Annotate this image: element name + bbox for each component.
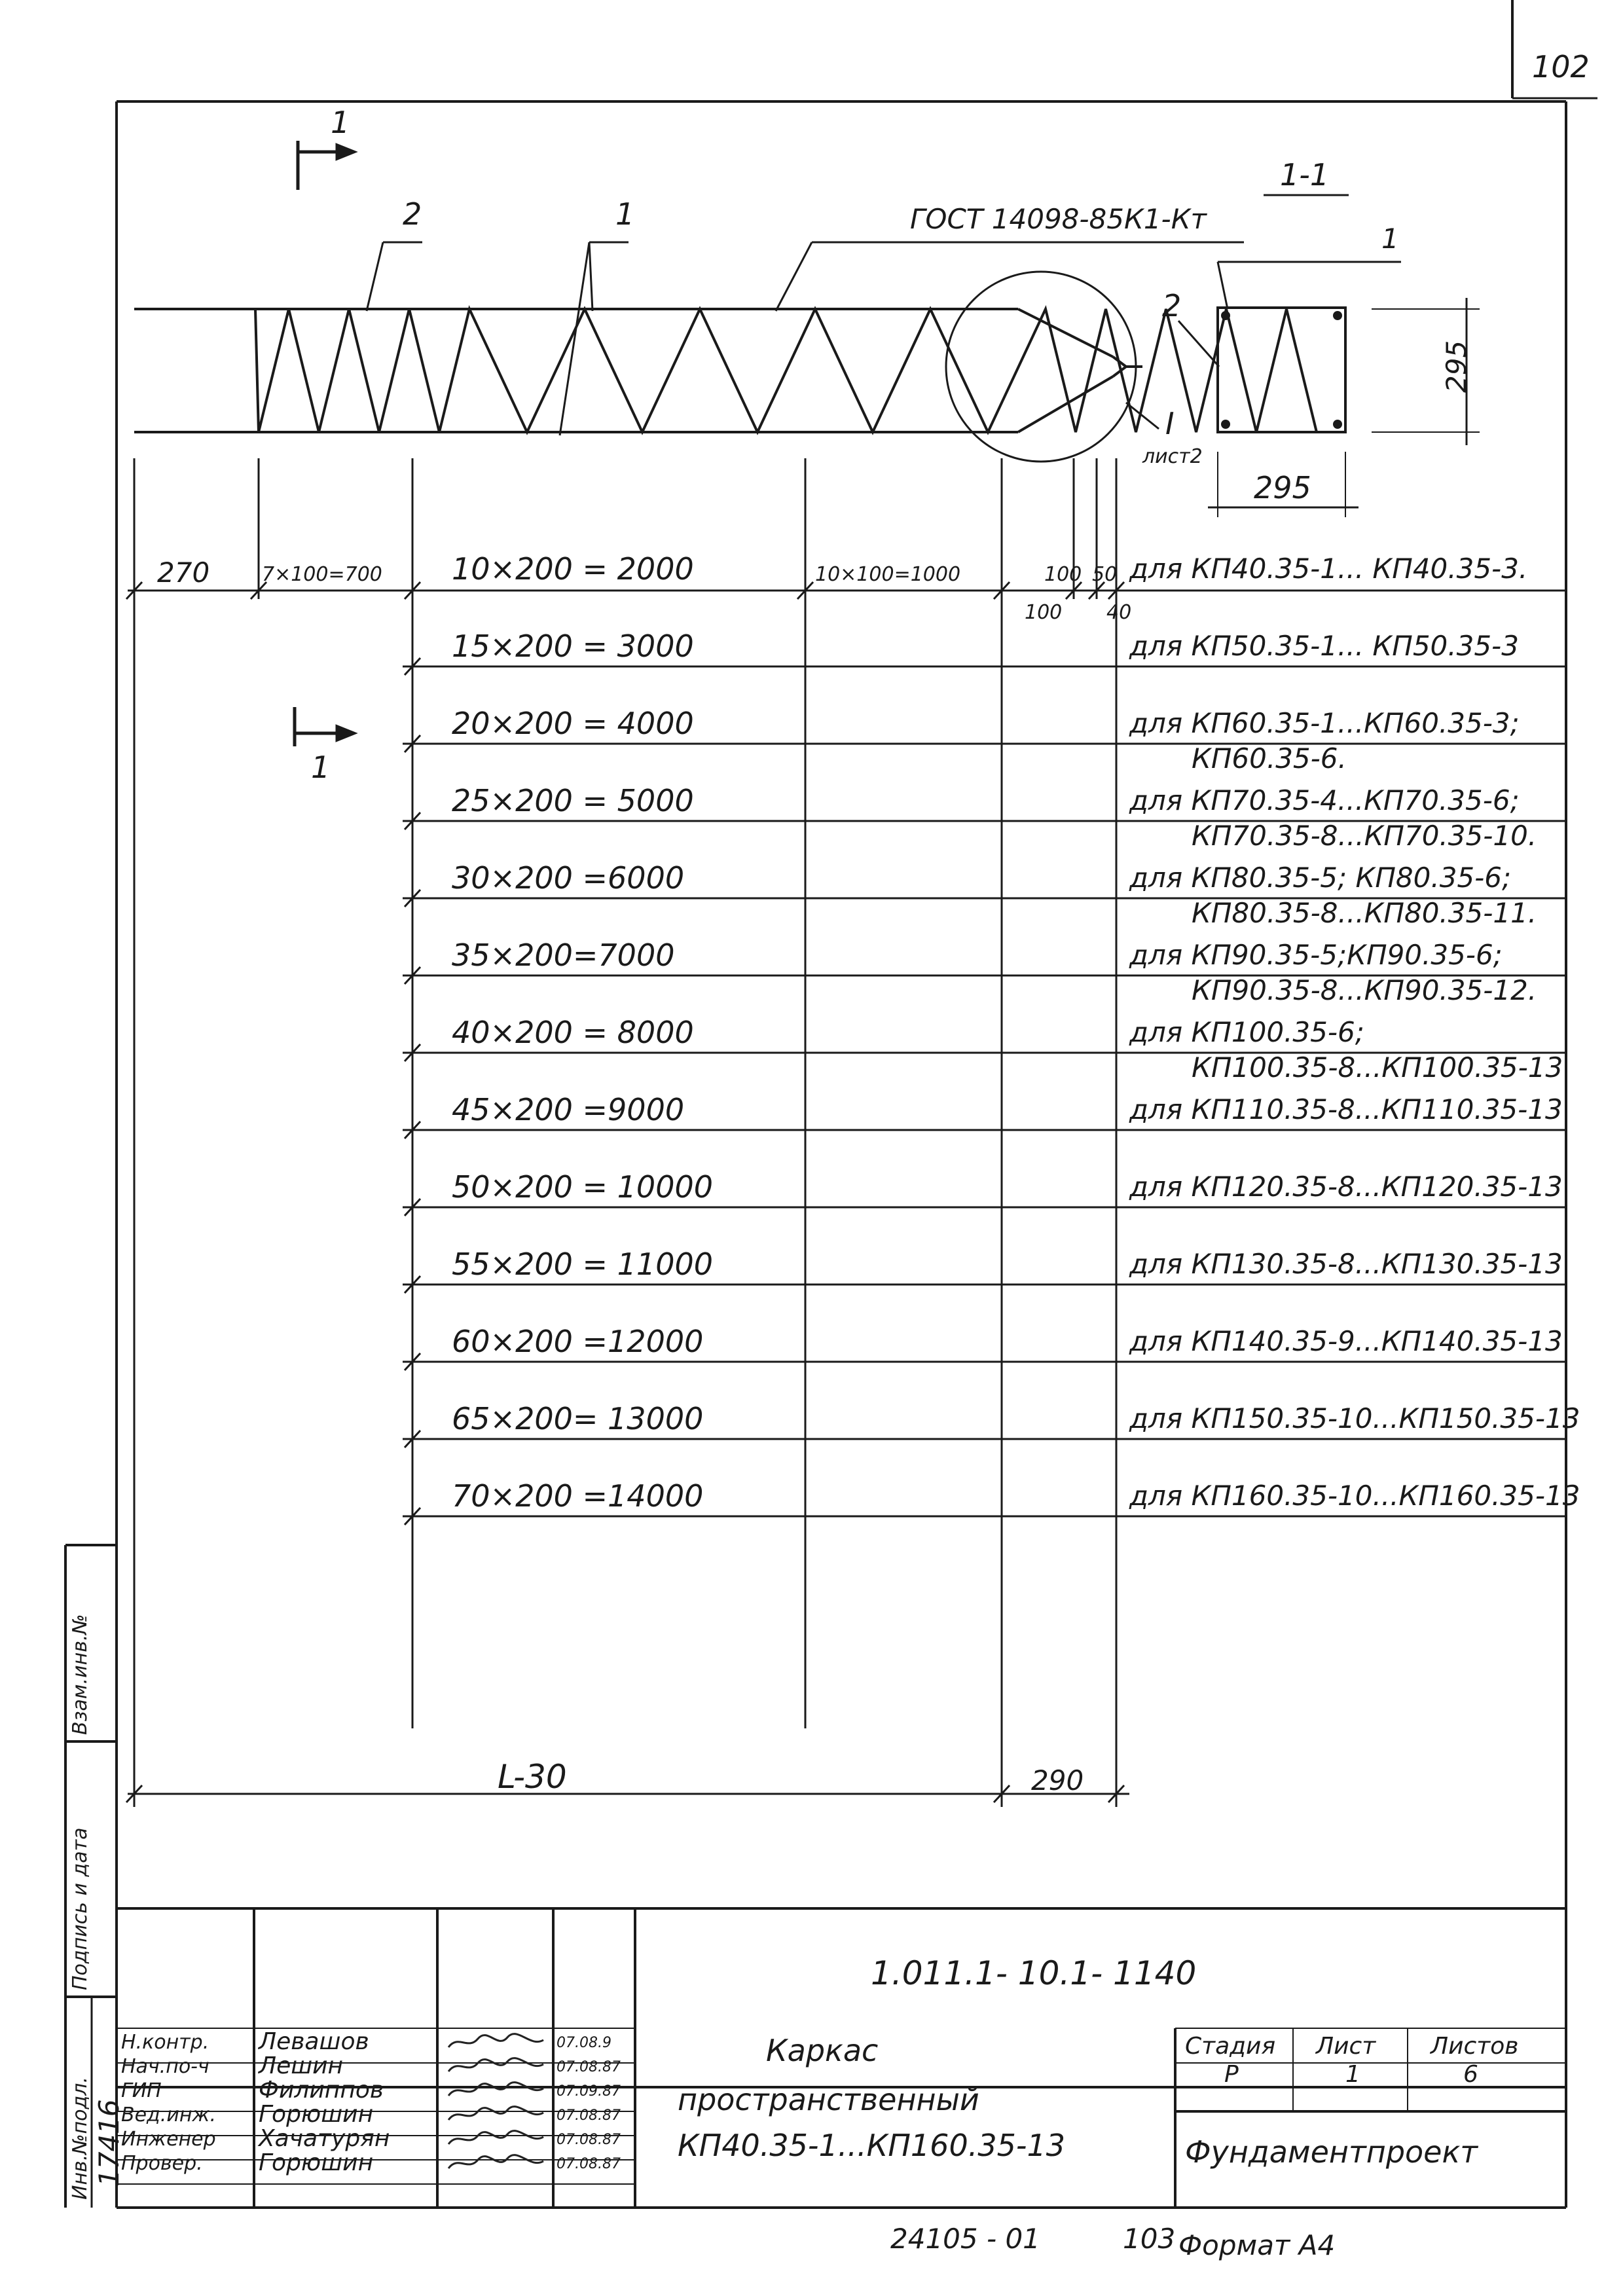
row-dim: 65×200= 13000 <box>452 1401 704 1436</box>
row-applicability: для КП110.35-8...КП110.35-13 <box>1129 1093 1563 1125</box>
row-dim: 35×200=7000 <box>452 938 675 973</box>
side-replace-inv: Взам.инв.№ <box>69 1614 92 1735</box>
dim-100b: 100 <box>1025 601 1063 624</box>
dim-end: 290 <box>1031 1764 1084 1796</box>
row-dim: 50×200 = 10000 <box>452 1169 713 1205</box>
row-dim: 40×200 = 8000 <box>452 1015 694 1050</box>
row-applicability-cont: КП70.35-8...КП70.35-10. <box>1192 820 1537 852</box>
signer-name: Лешин <box>259 2052 344 2079</box>
signer-date: 07.09.87 <box>556 2083 621 2100</box>
signer-name: Левашов <box>259 2028 369 2055</box>
section-width-dim: 295 <box>1254 470 1311 505</box>
signer-date: 07.08.87 <box>556 2107 621 2124</box>
section-mark-bottom: 1 <box>311 750 331 785</box>
stage-value: Р <box>1224 2061 1239 2088</box>
row-applicability: для КП50.35-1... КП50.35-3 <box>1129 630 1519 662</box>
signature-icon <box>445 2128 550 2150</box>
row-dim: 10×200 = 2000 <box>452 551 694 587</box>
row-dim: 60×200 =12000 <box>452 1324 704 1359</box>
detail-mark: I <box>1165 406 1175 441</box>
row-dim: 55×200 = 11000 <box>452 1247 713 1282</box>
row-applicability: для КП90.35-5;КП90.35-6; <box>1129 939 1503 971</box>
footer-code: 24105 - 01 <box>890 2223 1040 2255</box>
side-inv-number: 17416 <box>93 2099 125 2187</box>
callout-rebar-2: 2 <box>403 196 422 232</box>
dim-270: 270 <box>157 556 210 589</box>
dim-100a: 100 <box>1044 563 1082 586</box>
row-applicability: для КП160.35-10...КП160.35-13 <box>1129 1480 1580 1512</box>
signature-icon <box>445 2079 550 2102</box>
sheets-header: Листов <box>1431 2033 1519 2060</box>
row-dim: 15×200 = 3000 <box>452 629 694 664</box>
signer-role: ГИП <box>121 2079 162 2102</box>
sheet-header: Лист <box>1316 2033 1376 2060</box>
footer-page: 103 <box>1123 2223 1176 2255</box>
signer-date: 07.08.87 <box>556 2132 621 2148</box>
doc-code: 1.011.1- 10.1- 1140 <box>871 1954 1197 1992</box>
callout-section-1: 1 <box>1381 223 1399 255</box>
dim-40: 40 <box>1106 601 1132 624</box>
row-applicability: для КП60.35-1...КП60.35-3; <box>1129 707 1520 739</box>
row-dim: 70×200 =14000 <box>452 1478 704 1514</box>
signer-role: Вед.инж. <box>121 2104 216 2126</box>
signer-name: Хачатурян <box>259 2125 390 2152</box>
organization: Фундаментпроект <box>1185 2134 1478 2170</box>
row-applicability: для КП100.35-6; <box>1129 1016 1364 1048</box>
section-view-label: 1-1 <box>1280 157 1330 192</box>
signer-role: Н.контр. <box>121 2031 210 2054</box>
row-applicability: для КП70.35-4...КП70.35-6; <box>1129 784 1520 816</box>
title-line-1: Каркас <box>766 2033 879 2068</box>
row-applicability: для КП40.35-1... КП40.35-3. <box>1129 553 1528 585</box>
row-dim: 45×200 =9000 <box>452 1092 685 1127</box>
signer-name: Филиппов <box>259 2077 384 2104</box>
dim-1000: 10×100=1000 <box>815 563 961 586</box>
signer-role: Нач.по-ч <box>121 2055 210 2078</box>
detail-sheet: лист2 <box>1142 445 1203 468</box>
signer-name: Горюшин <box>259 2101 374 2128</box>
row-dim: 20×200 = 4000 <box>452 706 694 741</box>
signer-date: 07.08.87 <box>556 2156 621 2172</box>
side-sign-date: Подпись и дата <box>69 1827 92 1990</box>
signature-icon <box>445 2055 550 2077</box>
signature-icon <box>445 2031 550 2053</box>
signature-icon <box>445 2152 550 2174</box>
row-applicability-cont: КП90.35-8...КП90.35-12. <box>1192 974 1537 1006</box>
row-applicability: для КП120.35-8...КП120.35-13 <box>1129 1171 1563 1203</box>
sheets-value: 6 <box>1463 2061 1478 2088</box>
dim-700: 7×100=700 <box>262 563 382 586</box>
gost-label: ГОСТ 14098-85К1-Кт <box>910 203 1207 235</box>
callout-section-2: 2 <box>1162 288 1182 323</box>
signer-name: Горюшин <box>259 2149 374 2176</box>
row-applicability-cont: КП60.35-6. <box>1192 742 1347 774</box>
side-inv-orig: Инв.№подл. <box>69 2077 92 2200</box>
signer-date: 07.08.9 <box>556 2035 611 2051</box>
signature-icon <box>445 2104 550 2126</box>
row-applicability-cont: КП100.35-8...КП100.35-13 <box>1192 1051 1563 1084</box>
row-dim: 30×200 =6000 <box>452 860 685 896</box>
row-applicability: для КП140.35-9...КП140.35-13 <box>1129 1325 1563 1357</box>
signer-role: Инженер <box>121 2128 216 2151</box>
dim-50: 50 <box>1092 563 1118 586</box>
row-dim: 25×200 = 5000 <box>452 783 694 818</box>
footer-format: Формат А4 <box>1178 2229 1336 2261</box>
dim-length: L-30 <box>498 1758 567 1796</box>
row-applicability-cont: КП80.35-8...КП80.35-11. <box>1192 897 1537 929</box>
title-line-3: КП40.35-1...КП160.35-13 <box>678 2128 1066 2163</box>
signer-role: Провер. <box>121 2152 203 2175</box>
sheet-value: 1 <box>1345 2061 1360 2088</box>
section-height-dim: 295 <box>1440 340 1472 393</box>
stage-header: Стадия <box>1185 2033 1276 2060</box>
row-applicability: для КП130.35-8...КП130.35-13 <box>1129 1248 1563 1280</box>
callout-rebar-1: 1 <box>615 196 635 232</box>
page-number: 102 <box>1532 49 1590 84</box>
signer-date: 07.08.87 <box>556 2059 621 2075</box>
spiral-winding <box>255 309 1317 432</box>
section-mark-top: 1 <box>331 105 350 140</box>
row-applicability: для КП150.35-10...КП150.35-13 <box>1129 1402 1580 1434</box>
row-applicability: для КП80.35-5; КП80.35-6; <box>1129 862 1512 894</box>
title-line-2: пространственный <box>678 2082 979 2117</box>
